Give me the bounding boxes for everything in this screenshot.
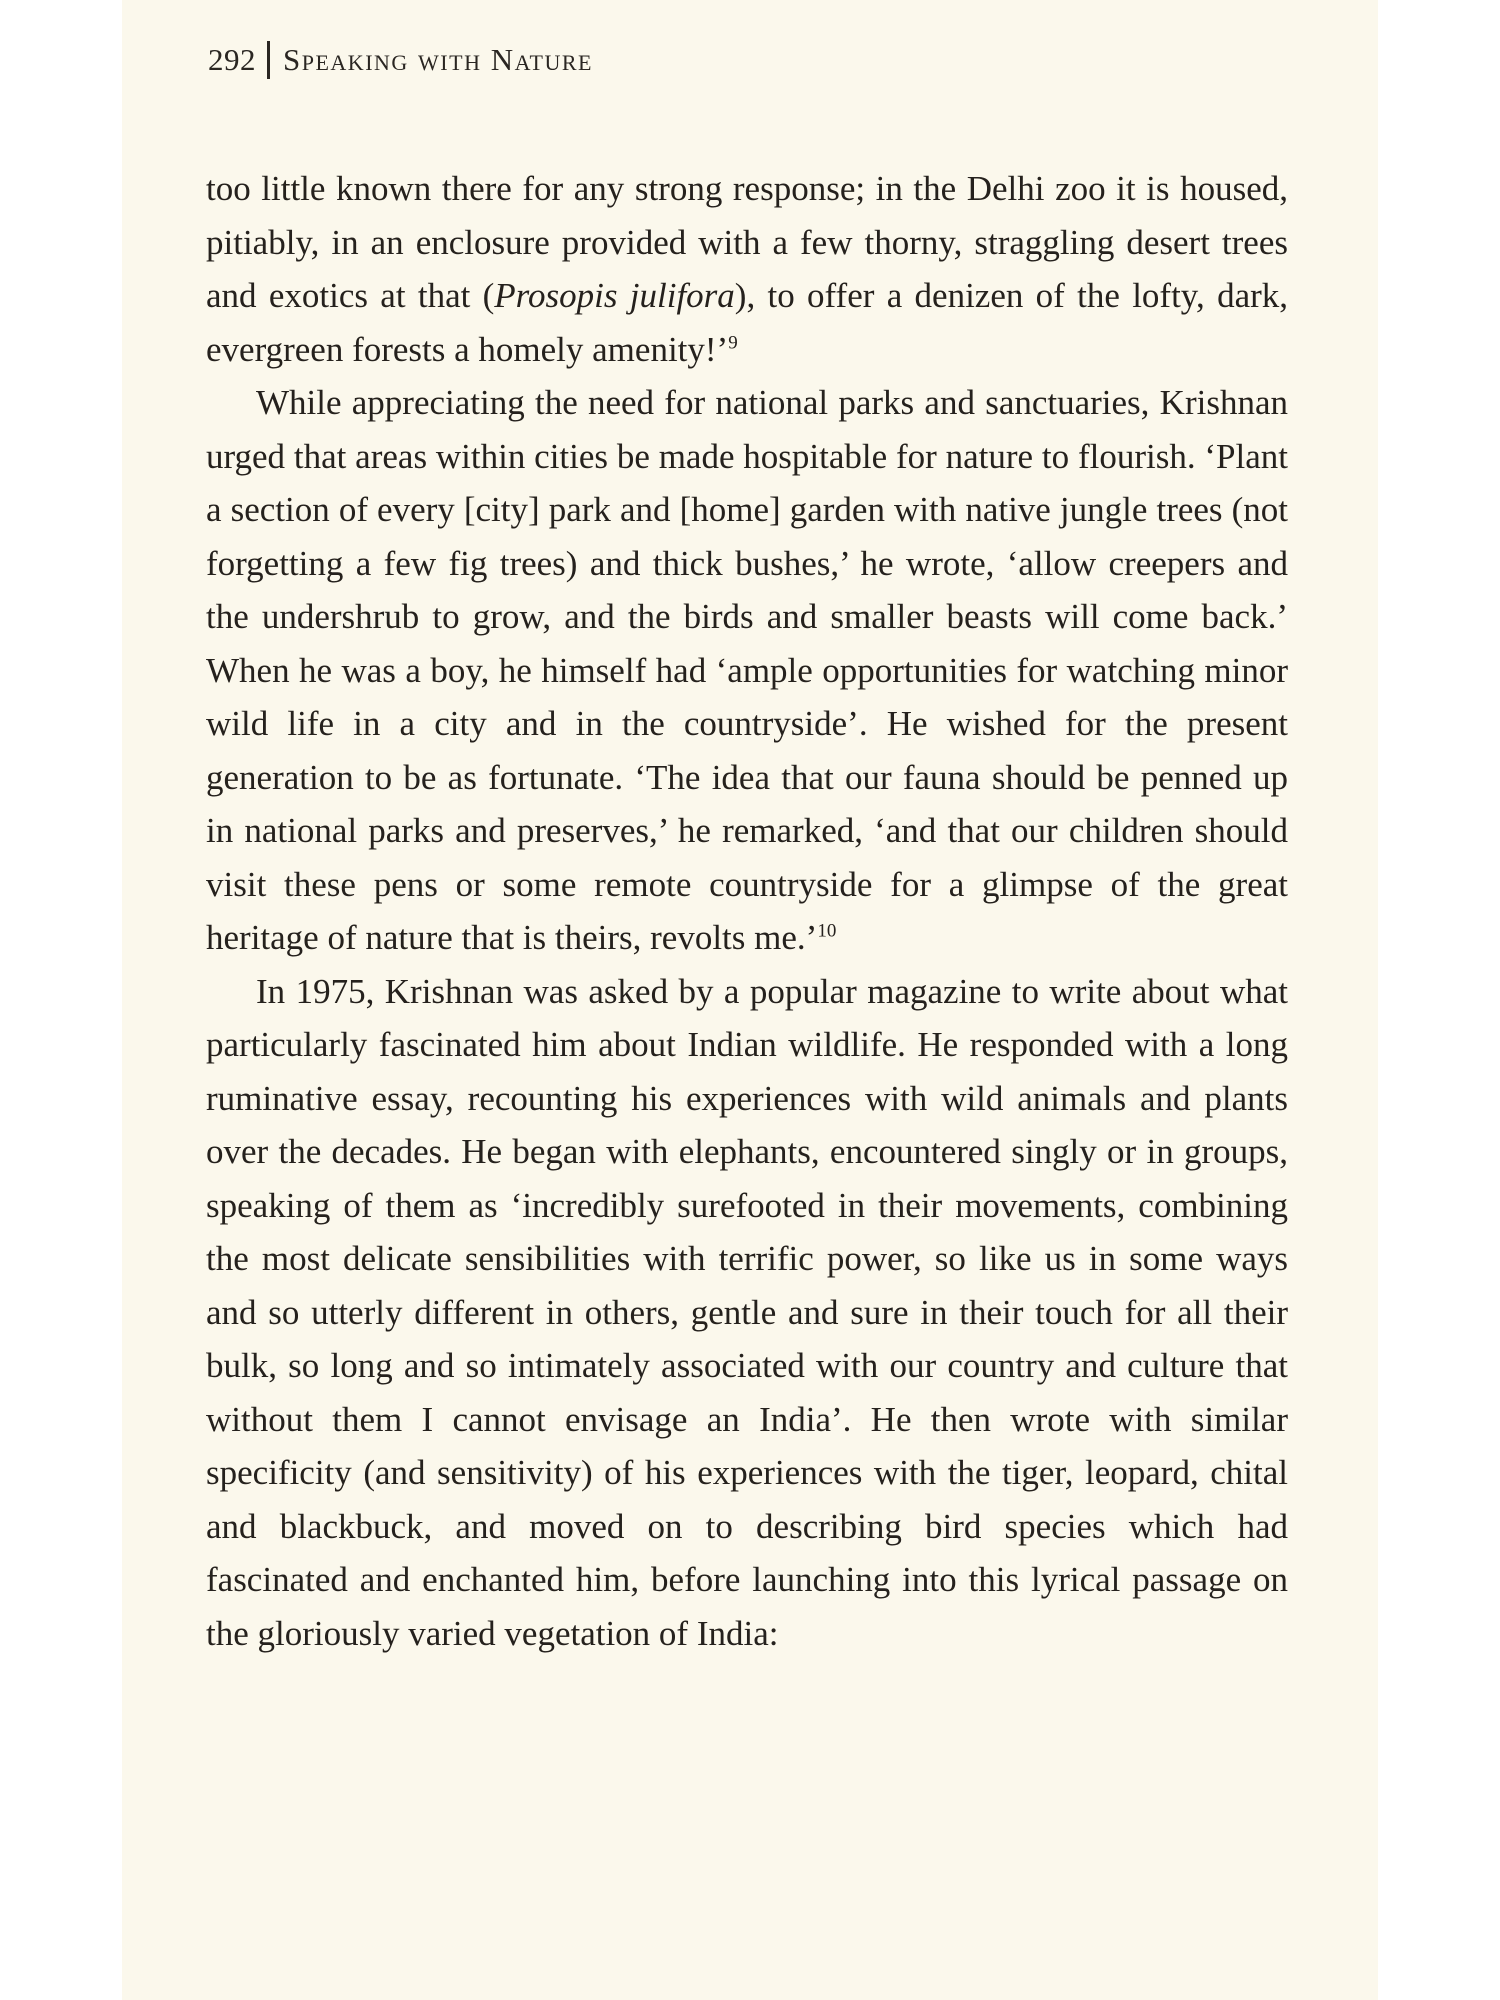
body-text xyxy=(206,162,1288,1660)
header-divider xyxy=(267,41,270,79)
paragraph-text: In 1975, Krishnan was asked by a popular magazine to write about what particularly fascinated him about Indian wildlife. He responded with a long ruminative essay, recounting his experiences with wild animals and plants over the decades. He began with elephants, encountered singly or in groups, speaking of them as ‘incredibly surefooted in their movements, combining the most delicate sensibilities with terrific power, so like us in some ways and so utterly different in others, gentle and sure in their touch for all their bulk, so long and so intimately associated with our country and culture that without them I cannot envisage an India’. He then wrote with similar specificity (and sensitivity) of his experiences with the tiger, leopard, chital and blackbuck, and moved on to describing bird species which had fascinated and enchanted him, before launching into this lyrical passage on the gloriously varied vegetation of India: xyxy=(206,971,1288,1653)
species-name: Prosopis julifora xyxy=(494,276,735,315)
paragraph-text: too little known there for any strong response; in the Delhi zoo it is housed, pitiably, in an enclosure provided with a few thorny, straggling desert trees and exotics at that ( xyxy=(206,169,1288,315)
page-header xyxy=(208,40,593,80)
paragraph-text: ), to offer a denizen of the lofty, dark, evergreen forests a homely amenity!’ xyxy=(206,276,1289,369)
paragraph-text: While appreciating the need for national parks and sanctuaries, Krishnan urged that areas within cities be made hospitable for nature to flourish. ‘Plant a section of every [city] park and [home] garden with native jungle trees (not forgetting a few fig trees) and thick bushes,’ he wrote, ‘allow creepers and the undershrub to grow, and the birds and smaller beasts will come back.’ When he was a boy, he himself had ‘ample opportunities for watching minor wild life in a city and in the countryside’. He wished for the present generation to be as fortunate. ‘The idea that our fauna should be penned up in national parks and preserves,’ he remarked, ‘and that our children should visit these pens or some remote countryside for a glimpse of the great heritage of nature that is theirs, revolts me.’ xyxy=(206,383,1288,957)
book-page xyxy=(122,0,1378,2000)
page-number: 292 xyxy=(208,42,256,77)
footnote-reference: 9 xyxy=(728,331,738,353)
running-title: Speaking with Nature xyxy=(283,42,593,77)
paragraph xyxy=(206,965,1288,1661)
footnote-reference: 10 xyxy=(817,920,837,942)
paragraph-continued xyxy=(206,162,1288,376)
paragraph xyxy=(206,376,1288,965)
